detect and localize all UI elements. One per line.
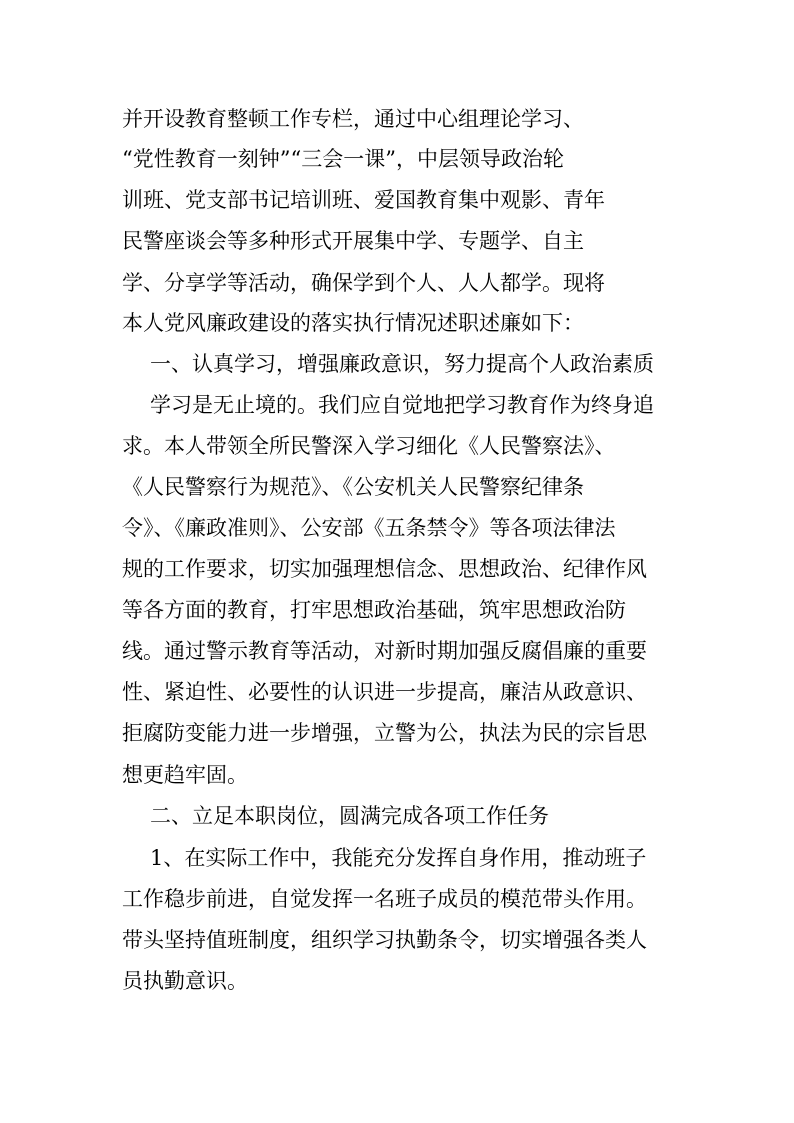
text-line: 学习是无止境的。我们应自觉地把学习教育作为终身追	[150, 393, 654, 417]
text-line: 带头坚持值班制度，组织学习执勤条令，切实增强各类人	[122, 928, 647, 952]
section-heading: 二、立足本职岗位，圆满完成各项工作任务	[150, 804, 549, 828]
text-line: 工作稳步前进，自觉发挥一名班子成员的模范带头作用。	[122, 887, 647, 911]
text-line: 想更趋牢固。	[122, 763, 248, 787]
text-line: 等各方面的教育，打牢思想政治基础，筑牢思想政治防	[122, 598, 626, 622]
text-line: 学、分享学等活动，确保学到个人、人人都学。现将	[122, 271, 605, 295]
text-line: 民警座谈会等多种形式开展集中学、专题学、自主	[122, 229, 584, 253]
text-line: 训班、党支部书记培训班、爱国教育集中观影、青年	[122, 188, 605, 212]
text-line: 《人民警察行为规范》、《公安机关人民警察纪律条	[122, 475, 584, 499]
text-line: 性、紧迫性、必要性的认识进一步提高，廉洁从政意识、	[122, 680, 647, 704]
text-line: 线。通过警示教育等活动，对新时期加强反腐倡廉的重要	[122, 639, 647, 663]
text-line: 并开设教育整顿工作专栏，通过中心组理论学习、	[122, 107, 584, 131]
text-line: 求。本人带领全所民警深入学习细化《人民警察法》、	[122, 434, 616, 458]
text-line: “党性教育一刻钟”“三会一课”，中层领导政治轮	[122, 147, 564, 171]
section-heading: 一、认真学习，增强廉政意识，努力提高个人政治素质	[150, 352, 654, 376]
text-line: 令》、《廉政准则》、公安部《五条禁令》等各项法律法	[122, 516, 616, 540]
text-line: 1、在实际工作中，我能充分发挥自身作用，推动班子	[150, 846, 647, 870]
text-line: 拒腐防变能力进一步增强，立警为公，执法为民的宗旨思	[122, 721, 647, 745]
text-line: 员执勤意识。	[122, 969, 248, 993]
text-line: 本人党风廉政建设的落实执行情况述职述廉如下：	[122, 311, 584, 335]
text-line: 规的工作要求，切实加强理想信念、思想政治、纪律作风	[122, 557, 647, 581]
